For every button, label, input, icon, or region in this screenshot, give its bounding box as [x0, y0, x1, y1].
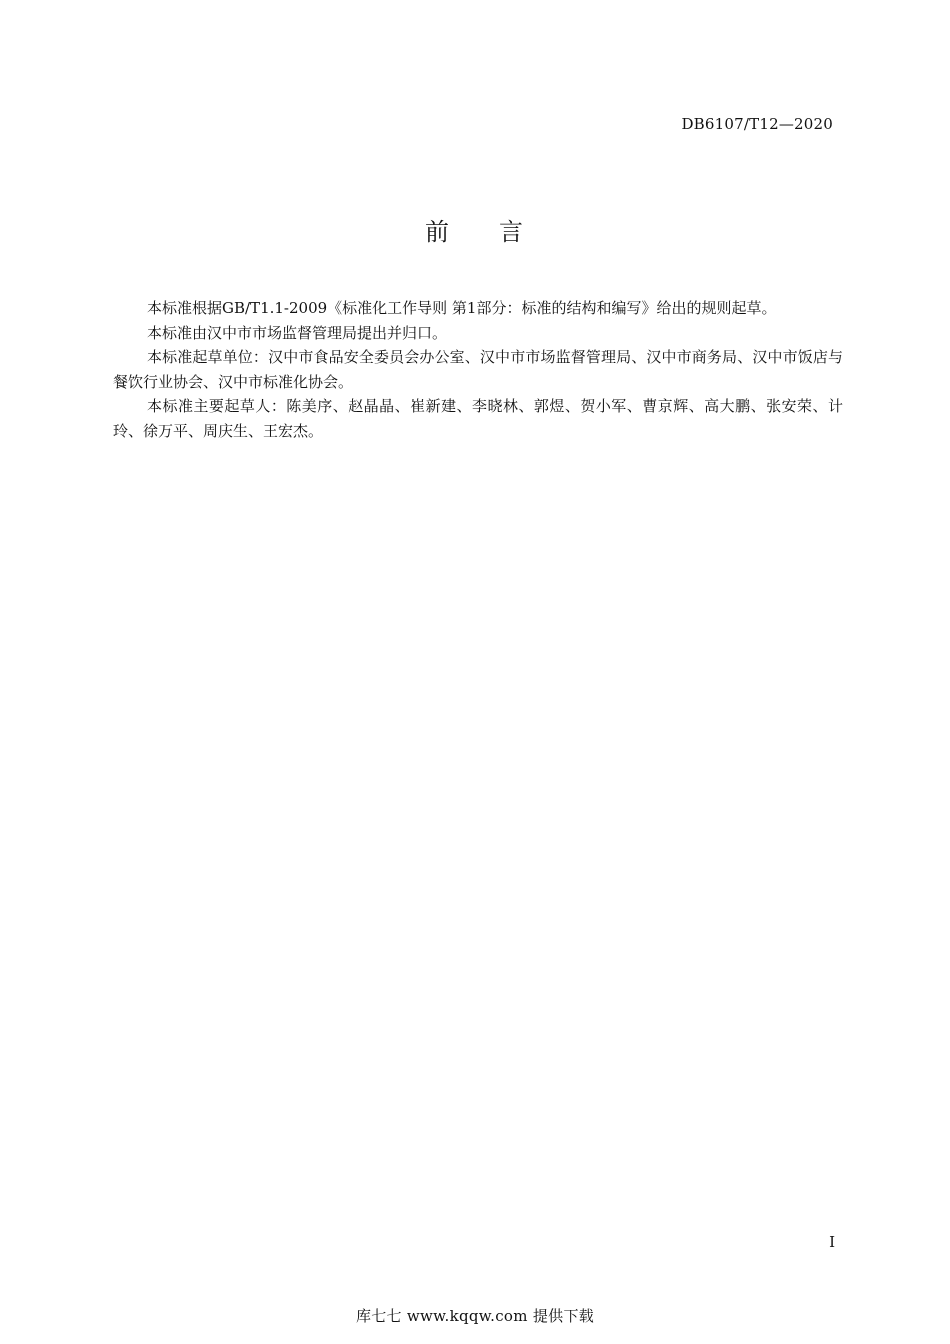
footer-watermark: 库七七 www.kqqw.com 提供下载	[355, 1307, 595, 1325]
page-number: I	[829, 1233, 835, 1251]
title-char-2: 言	[499, 218, 525, 246]
standard-code: DB6107/T12—2020	[681, 115, 833, 133]
page-title	[0, 212, 950, 247]
paragraph-drafters: 本标准主要起草人：陈美序、赵晶晶、崔新建、李晓林、郭煜、贺小军、曹京辉、高大鹏、张安荣、计玲、徐万平、周庆生、王宏杰。	[113, 397, 843, 440]
paragraph-drafting-rules: 本标准根据GB/T1.1-2009《标准化工作导则 第1部分：标准的结构和编写》给出的规则起草。	[147, 299, 777, 317]
foreword-body	[113, 296, 843, 443]
title-char-1: 前	[425, 218, 451, 246]
paragraph-proposer: 本标准由汉中市市场监督管理局提出并归口。	[147, 323, 448, 342]
paragraph-drafting-units: 本标准起草单位：汉中市食品安全委员会办公室、汉中市市场监督管理局、汉中市商务局、汉中市饭店与餐饮行业协会、汉中市标准化协会。	[113, 348, 843, 391]
